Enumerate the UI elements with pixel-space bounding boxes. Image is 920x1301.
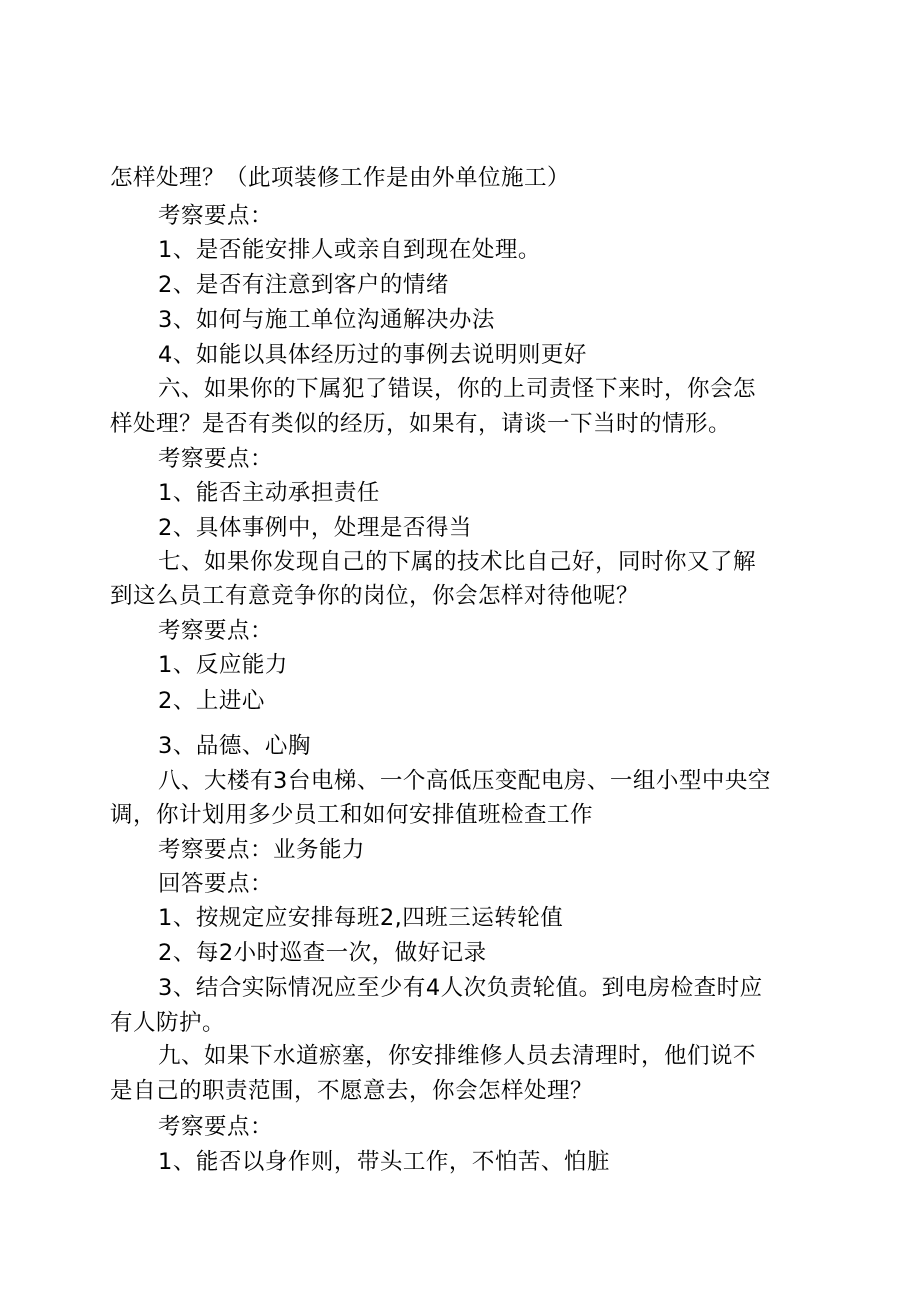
text-line: 2、上进心 xyxy=(158,688,265,714)
text-line: 2、具体事例中，处理是否得当 xyxy=(158,515,472,541)
text-line: 考察要点： xyxy=(158,446,274,472)
text-line: 考察要点： xyxy=(158,203,274,229)
text-line: 考察要点：业务能力 xyxy=(158,837,366,863)
text-line: 九、如果下水道瘀塞，你安排维修人员去清理时，他们说不 xyxy=(158,1043,757,1069)
text-line: 怎样处理？（此项装修工作是由外单位施工） xyxy=(110,165,571,191)
text-line: 1、能否以身作则，带头工作，不怕苦、怕脏 xyxy=(158,1149,610,1175)
text-line: 1、反应能力 xyxy=(158,652,288,678)
text-line: 4、如能以具体经历过的事例去说明则更好 xyxy=(158,342,587,368)
text-line: 调，你计划用多少员工和如何安排值班检查工作 xyxy=(110,802,594,828)
text-line: 有人防护。 xyxy=(110,1010,226,1036)
text-line: 样处理？是否有类似的经历，如果有，请谈一下当时的情形。 xyxy=(110,411,732,437)
text-line: 六、如果你的下属犯了错误，你的上司责怪下来时，你会怎 xyxy=(158,376,757,402)
text-line: 3、结合实际情况应至少有4人次负责轮值。到电房检查时应 xyxy=(158,975,763,1001)
text-line: 考察要点： xyxy=(158,1114,274,1140)
text-line: 2、是否有注意到客户的情绪 xyxy=(158,272,449,298)
text-line: 2、每2小时巡查一次，做好记录 xyxy=(158,940,487,966)
text-line: 1、是否能安排人或亲自到现在处理。 xyxy=(158,237,541,263)
text-line: 1、能否主动承担责任 xyxy=(158,480,380,506)
text-line: 3、品德、心胸 xyxy=(158,733,311,759)
text-line: 3、如何与施工单位沟通解决办法 xyxy=(158,307,495,333)
text-line: 七、如果你发现自己的下属的技术比自己好，同时你又了解 xyxy=(158,549,757,575)
text-line: 回答要点： xyxy=(158,871,274,897)
text-line: 到这么员工有意竞争你的岗位，你会怎样对待他呢？ xyxy=(110,583,640,609)
text-line: 考察要点： xyxy=(158,618,274,644)
text-line: 八、大楼有3台电梯、一个高低压变配电房、一组小型中央空 xyxy=(158,768,771,794)
text-line: 1、按规定应安排每班2,四班三运转轮值 xyxy=(158,905,564,931)
text-line: 是自己的职责范围，不愿意去，你会怎样处理？ xyxy=(110,1078,594,1104)
